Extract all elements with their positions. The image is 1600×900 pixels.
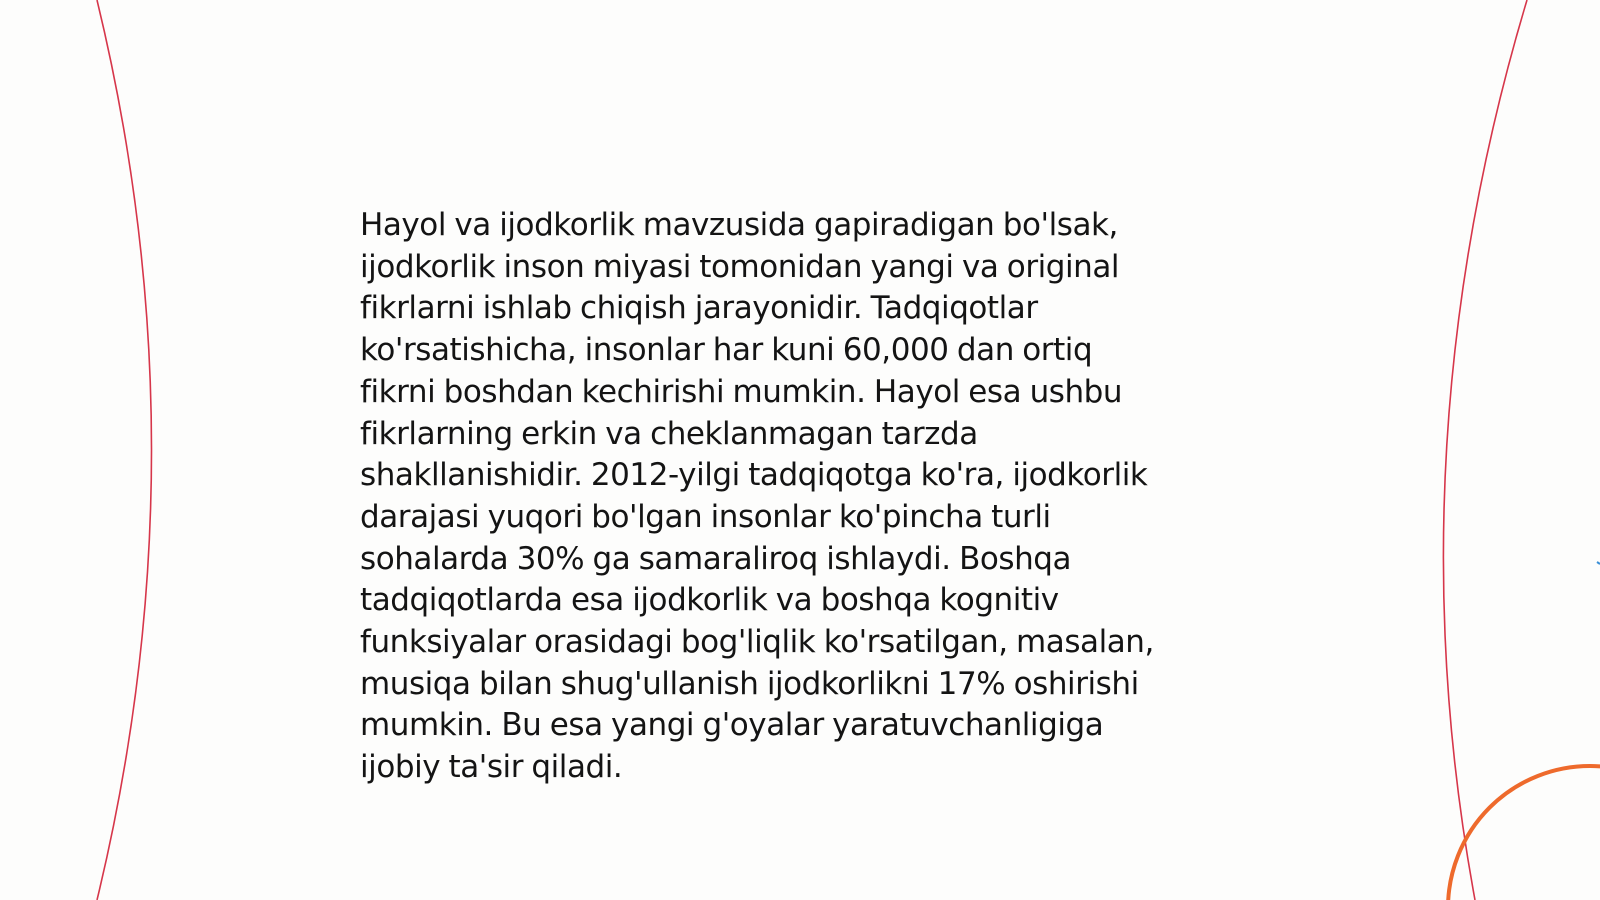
paragraph-line: ko'rsatishicha, insonlar har kuni 60,000 dan ortiq xyxy=(360,332,1093,369)
right-arc-curve xyxy=(1443,0,1527,900)
paragraph-line: tadqiqotlarda esa ijodkorlik va boshqa kognitiv xyxy=(360,582,1059,619)
paragraph-line: ijobiy ta'sir qiladi. xyxy=(360,749,623,786)
paragraph-line: mumkin. Bu esa yangi g'oyalar yaratuvchanligiga xyxy=(360,707,1104,744)
paragraph-line: Hayol va ijodkorlik mavzusida gapiradigan bo'lsak, xyxy=(360,207,1118,243)
paragraph-line: shakllanishidir. 2012-yilgi tadqiqotga ko'ra, ijodkorlik xyxy=(360,457,1148,494)
paragraph-line: fikrlarning erkin va cheklanmagan tarzda xyxy=(360,415,978,452)
paragraph-line: fikrlarni ishlab chiqish jarayonidir. Tadqiqotlar xyxy=(360,290,1038,327)
paragraph-line: musiqa bilan shug'ullanish ijodkorlikni 17% oshirishi xyxy=(360,665,1139,702)
paragraph-line: darajasi yuqori bo'lgan insonlar ko'pincha turli xyxy=(360,498,1051,535)
paragraph-line: fikrni boshdan kechirishi mumkin. Hayol esa ushbu xyxy=(360,373,1123,410)
paragraph-line: ijodkorlik inson miyasi tomonidan yangi va original xyxy=(360,248,1120,285)
left-arc-curve xyxy=(97,0,152,900)
paragraph-line: funksiyalar orasidagi bog'liqlik ko'rsatilgan, masalan, xyxy=(360,624,1154,661)
paragraph-line: sohalarda 30% ga samaraliroq ishlaydi. Boshqa xyxy=(360,540,1072,577)
body-paragraph xyxy=(360,205,1240,789)
